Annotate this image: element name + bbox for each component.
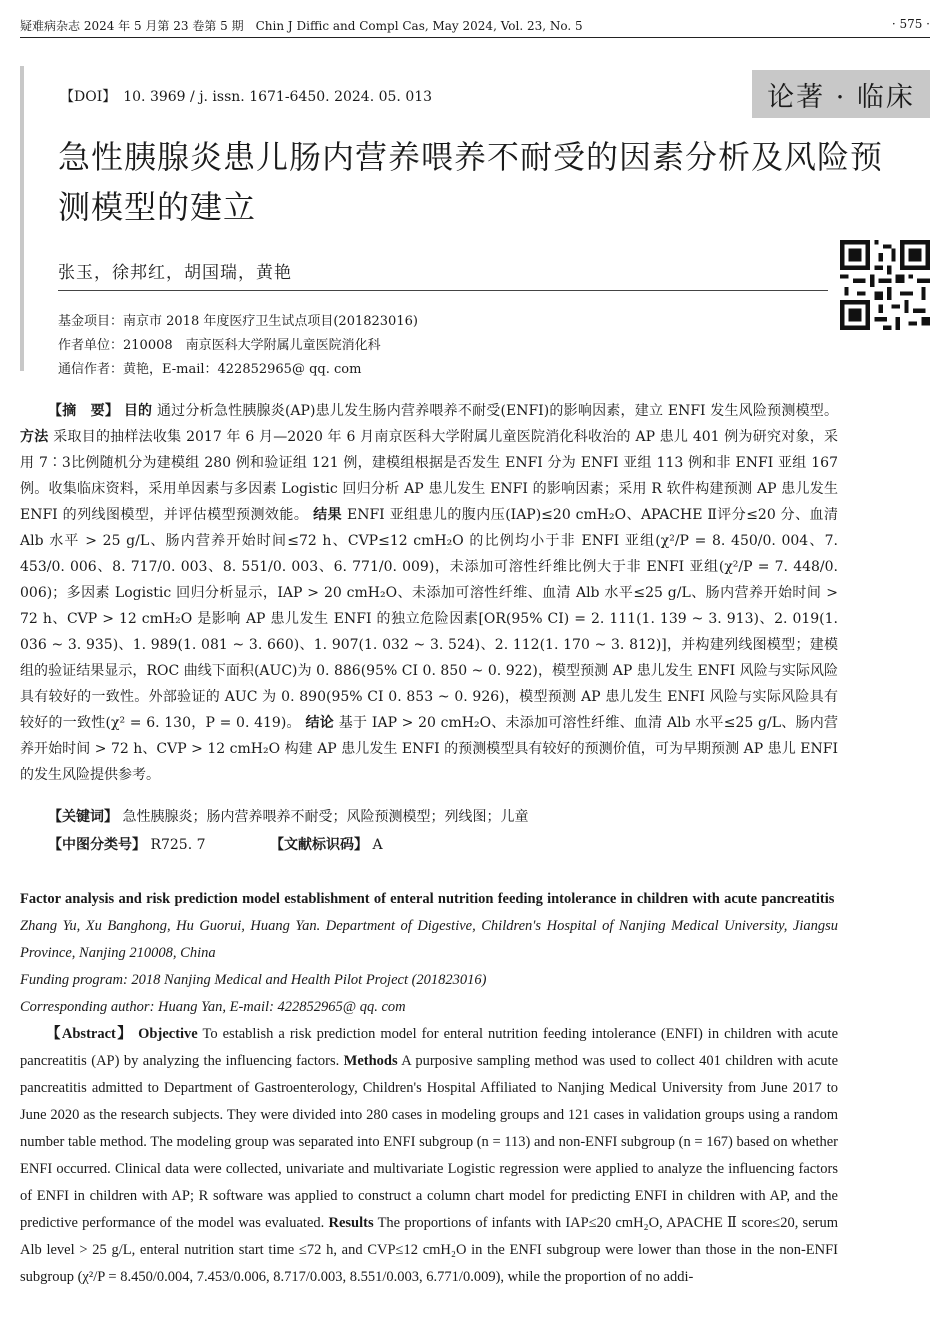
english-funding: Funding program: 2018 Nanjing Medical and Health Pilot Project (201823016)	[20, 972, 487, 988]
clc-label: 【中图分类号】	[48, 837, 146, 853]
objective-text: 通过分析急性胰腺炎(AP)患儿发生肠内营养喂养不耐受(ENFI)的影响因素，建立 ENFI 发生风险预测模型。	[156, 403, 839, 419]
conclusion-text: 基于 IAP > 20 cmH₂O、未添加可溶性纤维、血清 Alb 水平≤25 g/L、肠内营养开始时间 > 72 h、CVP > 12 cmH₂O 构建 AP 患儿发生 ENFI 的预测模型具有较好的预测价值，可为早期预测 AP 患儿 ENFI 的发生风险提供参考。	[20, 715, 839, 783]
english-abstract-label: 【Abstract】	[46, 1026, 134, 1042]
english-results: The proportions of infants with IAP≤20 cmH₂O, APACHE Ⅱ score≤20, serum Alb level > 25 g/L, enteral nutrition start time ≤72 h, and CVP≤12 cmH₂O in the ENFI subgroup were lower than those in the non-ENFI subgroup (χ²/P = 8.450/0.004, 7.453/0.006, 8.717/0.003, 8.551/0.003, 6.771/0.009), while the proportion of no addi-	[20, 1215, 838, 1285]
english-objective: To establish a risk prediction model for enteral nutrition feeding intolerance (ENFI) in children with acute pancreatitis (AP) by analyzing the influencing factors.	[20, 1026, 838, 1069]
abstract-label: 【摘 要】	[48, 403, 120, 419]
affiliation-cn: 作者单位：210008 南京医科大学附属儿童医院消化科	[58, 338, 381, 353]
objective-label: 目的	[123, 403, 153, 419]
journal-citation: 疑难病杂志 2024 年 5 月第 23 卷第 5 期 Chin J Diffic and Compl Cas, May 2024, Vol. 23, No. 5	[20, 19, 583, 33]
methods-text: 采取目的抽样法收集 2017 年 6 月—2020 年 6 月南京医科大学附属儿童医院消化科收治的 AP 患儿 401 例为研究对象，采用 7∶3比例随机分为建模组 280 例和验证组 121 例，建模组根据是否发生 ENFI 分为 ENFI 亚组 113 例和非 ENFI 亚组 167 例。收集临床资料，采用单因素与多因素 Logistic 回归分析 AP 患儿发生 ENFI 的影响因素；采用 R 软件构建预测 AP 患儿发生 ENFI 的列线图模型，并评估模型预测效能。	[20, 429, 839, 523]
english-corresponding: Corresponding author: Huang Yan, E-mail: 422852965@ qq. com	[20, 999, 406, 1015]
abstract-cn	[20, 398, 838, 788]
results-label: 结果	[313, 507, 343, 523]
qr-code-icon	[840, 240, 930, 330]
left-accent-bar	[20, 66, 24, 371]
english-authors: Zhang Yu, Xu Banghong, Hu Guorui, Huang Yan. Department of Digestive, Children′s Hospital of Nanjing Medical University, Jiangsu Province, Nanjing 210008, China	[20, 918, 838, 961]
methods-label: 方法	[20, 429, 49, 445]
doc-code-value: A	[372, 837, 383, 853]
classification	[48, 834, 383, 854]
english-results-label: Results	[328, 1215, 374, 1231]
english-methods: A purposive sampling method was used to collect 401 children with acute pancreatitis admitted to Department of Gastroenterology, Children's Hospital Affiliated to Nanjing Medical University from June 2017 to June 2020 as the research subjects. They were divided into 280 cases in modeling groups and 121 cases in validation groups using a random number table method. The modeling group was separated into ENFI subgroup (n = 113) and non-ENFI subgroup (n = 167) based on whether ENFI occurred. Clinical data were collected, univariate and multivariate Logistic regression were applied to analyze the influencing factors of ENFI in children with AP; R software was applied to construct a column chart model for predicting ENFI in children with AP, and the predictive performance of the model was evaluated.	[20, 1053, 839, 1231]
results-text: ENFI 亚组患儿的腹内压(IAP)≤20 cmH₂O、APACHE Ⅱ评分≤20 分、血清 Alb 水平 > 25 g/L、肠内营养开始时间≤72 h、CVP≤12 cmH₂O 的比例均小于非 ENFI 亚组(χ²/P = 8. 450/0. 004、7. 453/0. 006、8. 717/0. 003、8. 551/0. 003、6. 771/0. 009)，未添加可溶性纤维比例大于非 ENFI 亚组(χ²/P = 7. 448/0. 006)；多因素 Logistic 回归分析显示，IAP > 20 cmH₂O、未添加可溶性纤维、血清 Alb 水平≤25 g/L、肠内营养开始时间 > 72 h、CVP > 12 cmH₂O 是影响 AP 患儿发生 ENFI 的独立危险因素[OR(95% CI) = 2. 111(1. 139 ~ 3. 913)、2. 019(1. 036 ~ 3. 935)、1. 989(1. 081 ~ 3. 660)、1. 907(1. 032 ~ 3. 524)、2. 112(1. 170 ~ 3. 812)]，并构建列线图模型；建模组的验证结果显示，ROC 曲线下面积(AUC)为 0. 886(95% CI 0. 850 ~ 0. 922)，模型预测 AP 患儿发生 ENFI 风险与实际风险具有较好的一致性。外部验证的 AUC 为 0. 890(95% CI 0. 853 ~ 0. 926)，模型预测 AP 患儿发生 ENFI 风险与实际风险具有较好的一致性(χ² = 6. 130，P = 0. 419)。	[20, 507, 839, 731]
authors: 张玉，徐邦红，胡国瑞，黄艳	[58, 263, 292, 283]
english-title: Factor analysis and risk prediction model establishment of enteral nutrition feeding intolerance in children with acute pancreatitis	[20, 891, 835, 907]
english-objective-label: Objective	[138, 1026, 198, 1042]
article-title: 急性胰腺炎患儿肠内营养喂养不耐受的因素分析及风险预测模型的建立	[58, 138, 884, 226]
page-number: · 575 ·	[891, 17, 930, 31]
keywords-label: 【关键词】	[48, 809, 118, 825]
section-label: 论著 · 临床	[752, 70, 930, 118]
conclusion-label: 结论	[305, 715, 335, 731]
divider	[58, 290, 828, 291]
clc-value: R725. 7	[150, 837, 206, 853]
doc-code-label: 【文献标识码】	[269, 837, 368, 853]
running-header	[20, 17, 930, 38]
correspondence-cn: 通信作者：黄艳，E-mail：422852965@ qq. com	[58, 362, 362, 377]
keywords-text: 急性胰腺炎；肠内营养喂养不耐受；风险预测模型；列线图；儿童	[122, 809, 529, 825]
english-methods-label: Methods	[343, 1053, 398, 1069]
funding-cn: 基金项目：南京市 2018 年度医疗卫生试点项目(201823016)	[58, 314, 418, 329]
doi: 【DOI】 10. 3969 / j. issn. 1671-6450. 2024. 05. 013	[60, 89, 433, 105]
english-section	[20, 886, 838, 1291]
keywords	[48, 806, 528, 826]
